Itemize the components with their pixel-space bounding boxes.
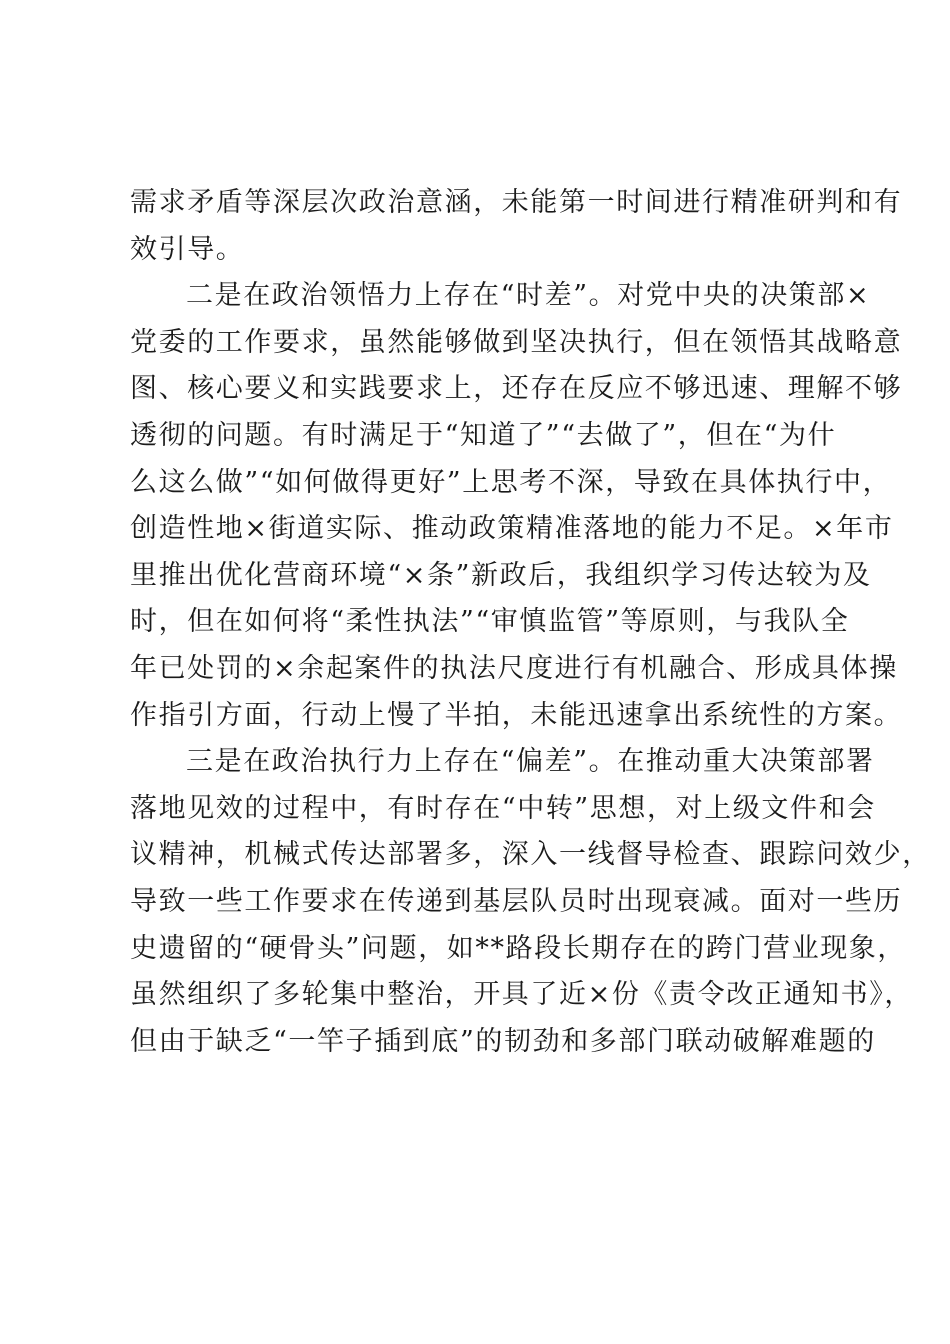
paragraph-start-line: 三是在政治执行力上存在“偏差”。在推动重大决策部署 [186, 746, 875, 778]
text-line: 创造性地×街道实际、推动政策精准落地的能力不足。×年市 [130, 513, 894, 545]
text-line: 时，但在如何将“柔性执法”“审慎监管”等原则，与我队全 [130, 606, 850, 638]
text-line: 落地见效的过程中，有时存在“中转”思想，对上级文件和会 [130, 792, 876, 824]
text-line: 导致一些工作要求在传递到基层队员时出现衰减。面对一些历 [130, 885, 903, 917]
text-line: 史遗留的“硬骨头”问题，如**路段长期存在的跨门营业现象， [130, 932, 907, 964]
text-line: 党委的工作要求，虽然能够做到坚决执行，但在领悟其战略意 [130, 326, 903, 358]
text-line: 但由于缺乏“一竿子插到底”的韧劲和多部门联动破解难题的 [130, 1025, 876, 1057]
text-line: 效引导。 [130, 233, 245, 265]
paragraph-start-line: 二是在政治领悟力上存在“时差”。对党中央的决策部× [186, 280, 871, 312]
text-line: 虽然组织了多轮集中整治，开具了近×份《责令改正通知书》， [130, 979, 913, 1011]
text-line: 透彻的问题。有时满足于“知道了”“去做了”，但在“为什 [130, 419, 837, 451]
text-line: 作指引方面，行动上慢了半拍，未能迅速拿出系统性的方案。 [130, 699, 903, 731]
text-line: 年已处罚的×余起案件的执法尺度进行有机融合、形成具体操 [130, 652, 898, 684]
body-text [130, 180, 931, 1065]
text-line: 议精神，机械式传达部署多，深入一线督导检查、跟踪问效少， [130, 839, 931, 871]
text-line: 图、核心要义和实践要求上，还存在反应不够迅速、理解不够 [130, 373, 903, 405]
text-line: 么这么做”“如何做得更好”上思考不深，导致在具体执行中， [130, 466, 892, 498]
text-line: 需求矛盾等深层次政治意涵，未能第一时间进行精准研判和有 [130, 187, 903, 218]
text-line: 里推出优化营商环境“×条”新政后，我组织学习传达较为及 [130, 559, 872, 591]
